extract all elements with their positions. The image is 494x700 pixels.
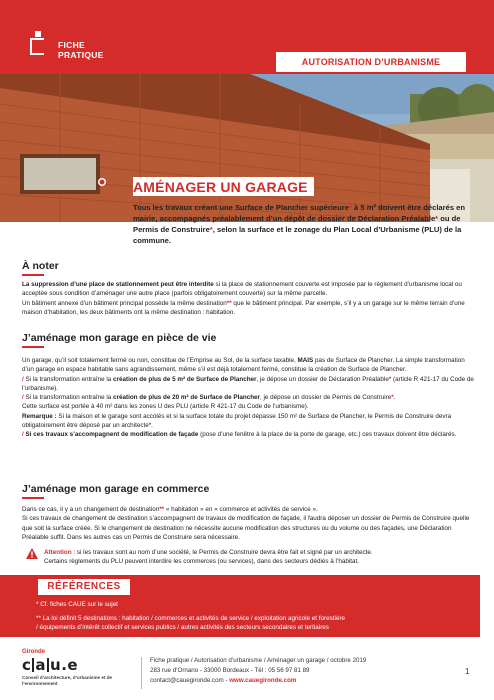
footer-address: 283 rue d’Ornano - 33000 Bordeaux - Tél : 05 56 97 81 89 <box>150 667 310 674</box>
caue-c-logo-icon <box>30 38 44 55</box>
brand-gironde: Gironde <box>22 649 46 655</box>
caue-tagline: Conseil d’architecture, d’urbanisme et de l’environnement <box>22 675 113 686</box>
section-rule <box>22 346 44 348</box>
caue-logo: c a u.e <box>22 656 79 674</box>
reference-line: / équipements d’intérêt collectif et services publics / autres activités des secteurs secondaires et tertiaires <box>36 624 329 631</box>
reference-line: * Cf. fiches CAUE sur le sujet <box>36 601 118 608</box>
commerce-paragraph: Dans ce cas, il y a un changement de destination** « habitation » en « commerce et activités de service ». Si ces travaux de changement de destination s’accompagnent de travaux de modification de façade, il faudra déposer un dossier de Permis de Construire quelle que soit la surface créée. Si le changement de destination ne nécessite aucune modification des structures ou du volume ou des façades, une Déclaration Préalable suffit. Dans les autres cas un Permis de Construire sera nécessaire. <box>22 506 470 541</box>
vie-paragraph: Un garage, qu’il soit totalement fermé ou non, constitue de l’Emprise au Sol, de la surface taxable, MAIS pas de Surface de Plancher. La simple transformation d’un garage en espace habitable sans agrandissement, même s’il est déjà totalement fermé, constitue la création de Surface de Plancher. / Si la transformation entraîne la création de plus de 5 m² de Surface de Plancher, je dépose un dossier de Déclaration Préalable* (article R 421-17 du Code de l’urbanisme). / Si la transformation entraîne la création de plus de 20 m² de Surface de Plancher, je dépose un dossier de Permis de Construire*. Cette surface est portée à 40 m² dans les zones U des PLU (article R 421-17 du Code de l’urbanisme). Remarque : Si la maison et le garage sont accolés et si la surface totale du projet dépasse 150 m² de Surface de Plancher, le Permis de Construire devra obligatoirement être déposé par un architecte*. / Si ces travaux s’accompagnent de modification de façade (pose d’une fenêtre à la place de la porte de garage, etc.) ces travaux doivent être déclarés. <box>22 357 474 439</box>
section-title-vie: J’aménage mon garage en pièce de vie <box>22 332 217 344</box>
page-title: AMÉNAGER UN GARAGE <box>133 177 314 196</box>
warning-icon <box>26 548 38 559</box>
contact-email-link[interactable]: contact@cauegironde.com - <box>150 677 230 684</box>
category-badge: AUTORISATION D’URBANISME <box>276 52 466 72</box>
fiche-pratique-label <box>58 40 104 60</box>
attention-note: Attention : si les travaux sont au nom d’une société, le Permis de Construire devra être fait et signé par un architecte. Certains règlements du PLU peuvent interdire les commerces (ou services), dans des secteurs dédiés à l’habitat. <box>44 549 373 566</box>
header-band <box>0 0 494 74</box>
note-paragraph: La suppression d’une place de stationnement peut être interdite si la place de stationnement couverte est imposée par le règlement d’urbanisme local ou acceptée sous condition d’aménager une autre place (parfois obligatoirement couverte) sur la même parcelle. Un bâtiment annexe d’un bâtiment principal possède la même destination** que le bâtiment principal. Par exemple, s’il y a un garage sur le même terrain d’une maison d’habitation, les deux bâtiments ont la même destination : habitation. <box>22 281 465 316</box>
section-title-note: À noter <box>22 260 59 272</box>
page-number: 1 <box>465 667 470 676</box>
footer-contact <box>150 677 296 684</box>
reference-line: ** La loi définit 5 destinations : habitation / commerces et activités de service / exploitation agricole et forestière <box>36 615 346 622</box>
intro-text: Tous les travaux créant une Surface de Plancher supérieure* à 5 m² doivent être déclarés en mairie, accompagnés préalablement d’un dépôt de dossier de Déclaration Préalable* ou de Permis de Construire*, selon la surface et le zonage du Plan Local d’Urbanisme (PLU) de la commune. <box>133 203 466 245</box>
footer-doc-info: Fiche pratique / Autorisation d’urbanisme / Aménager un garage / octobre 2019 <box>150 657 367 664</box>
references-title: RÉFÉRENCES <box>38 579 130 595</box>
footer-divider <box>141 657 142 689</box>
garage-photo <box>0 74 494 222</box>
fiche-line1: FICHE <box>58 40 85 50</box>
section-rule <box>22 274 44 276</box>
website-link[interactable]: www.cauegironde.com <box>229 677 297 684</box>
fiche-line2: PRATIQUE <box>58 50 104 60</box>
section-title-commerce: J’aménage mon garage en commerce <box>22 483 210 495</box>
section-rule <box>22 497 44 499</box>
